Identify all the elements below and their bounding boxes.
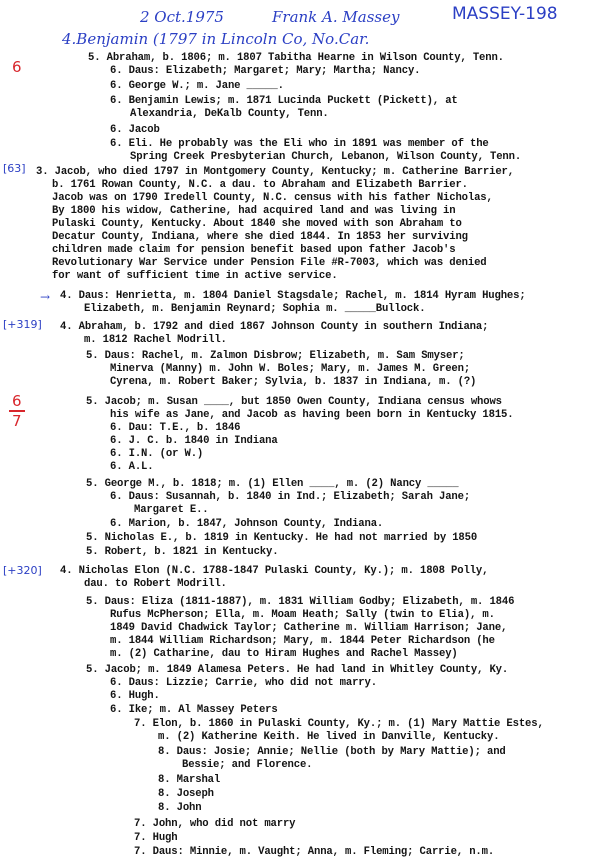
text-line: 6. Hugh. <box>110 690 160 702</box>
text-line: 6. Benjamin Lewis; m. 1871 Lucinda Puckett (Pickett), at <box>110 95 458 107</box>
text-line: 7. Daus: Minnie, m. Vaught; Anna, m. Fleming; Carrie, n.m. <box>134 846 495 858</box>
text-line: 6. Dau: T.E., b. 1846 <box>110 422 241 434</box>
margin-bracket-63: [63] <box>3 162 26 175</box>
text-line: 8. Joseph <box>158 788 214 800</box>
margin-bracket-320: [+320] <box>3 564 42 577</box>
text-line: Bessie; and Florence. <box>182 759 313 771</box>
text-line: 5. Nicholas E., b. 1819 in Kentucky. He had not married by 1850 <box>86 532 478 544</box>
text-line: 4. Abraham, b. 1792 and died 1867 Johnson County in southern Indiana; <box>60 321 489 333</box>
text-line: 6. Daus: Susannah, b. 1840 in Ind.; Elizabeth; Sarah Jane; <box>110 491 471 503</box>
header-subtitle: 4.Benjamin (1797 in Lincoln Co, No.Car. <box>62 30 370 48</box>
text-line: Cyrena, m. Robert Baker; Sylvia, b. 1837 in Indiana, m. (?) <box>110 376 477 388</box>
text-line: children made claim for pension benefit based upon father Jacob's <box>52 244 456 256</box>
text-line: m. (2) Catharine, dau to Hiram Hughes and Rachel Massey) <box>110 648 458 660</box>
text-line: By 1800 his widow, Catherine, had acquired land and was living in <box>52 205 456 217</box>
margin-bracket-319: [+319] <box>3 318 42 331</box>
text-line: 7. Hugh <box>134 832 178 844</box>
text-line: Decatur County, Indiana, where she died 1844. In 1853 her surviving <box>52 231 468 243</box>
text-line: Rufus McPherson; Ella, m. Moam Heath; Sally (twin to Elia), m. <box>110 609 495 621</box>
text-line: 6. Daus: Lizzie; Carrie, who did not marry. <box>110 677 377 689</box>
text-line: Alexandria, DeKalb County, Tenn. <box>130 108 329 120</box>
text-line: 6. A.L. <box>110 461 154 473</box>
text-line: 7. John, who did not marry <box>134 818 296 830</box>
margin-note-6a: 6 <box>12 58 22 76</box>
text-line: 6. J. C. b. 1840 in Indiana <box>110 435 278 447</box>
text-line: 5. George M., b. 1818; m. (1) Ellen ____, m. (2) Nancy _____ <box>86 478 459 490</box>
margin-arrow: → <box>40 290 51 304</box>
text-line: Jacob was on 1790 Iredell County, N.C. census with his father Nicholas, <box>52 192 493 204</box>
text-line: 6. Marion, b. 1847, Johnson County, Indiana. <box>110 518 384 530</box>
text-line: b. 1761 Rowan County, N.C. a dau. to Abraham and Elizabeth Barrier. <box>52 179 468 191</box>
text-line: 5. Abraham, b. 1806; m. 1807 Tabitha Hearne in Wilson County, Tenn. <box>88 52 504 64</box>
text-line: Spring Creek Presbyterian Church, Lebanon, Wilson County, Tenn. <box>130 151 522 163</box>
text-line: 8. John <box>158 802 202 814</box>
text-line: 5. Jacob; m. Susan ____, but 1850 Owen County, Indiana census whows <box>86 396 502 408</box>
text-line: 6. I.N. (or W.) <box>110 448 204 460</box>
text-line: Margaret E.. <box>134 504 209 516</box>
header-doc-code: MASSEY-198 <box>452 4 558 24</box>
text-line: Minerva (Manny) m. John W. Boles; Mary, m. James M. Green; <box>110 363 471 375</box>
text-line: 1849 David Chadwick Taylor; Catherine m. William Harrison; Jane, <box>110 622 508 634</box>
text-line: 6. Ike; m. Al Massey Peters <box>110 704 278 716</box>
header-date: 2 Oct.1975 <box>140 8 224 26</box>
text-line: 3. Jacob, who died 1797 in Montgomery County, Kentucky; m. Catherine Barrier, <box>36 166 514 178</box>
text-line: 5. Jacob; m. 1849 Alamesa Peters. He had land in Whitley County, Ky. <box>86 664 509 676</box>
margin-note-6b: 6 <box>12 392 22 410</box>
text-line: Revolutionary War Service under Pension File #R-7003, which was denied <box>52 257 487 269</box>
text-line: 5. Daus: Rachel, m. Zalmon Disbrow; Elizabeth, m. Sam Smyser; <box>86 350 465 362</box>
text-line: 6. Eli. He probably was the Eli who in 1891 was member of the <box>110 138 489 150</box>
text-line: for want of sufficient time in active service. <box>52 270 338 282</box>
text-line: Pulaski County, Kentucky. About 1840 she moved with son Abraham to <box>52 218 462 230</box>
text-line: 7. Elon, b. 1860 in Pulaski County, Ky.; m. (1) Mary Mattie Estes, <box>134 718 544 730</box>
text-line: m. (2) Katherine Keith. He lived in Danville, Kentucky. <box>158 731 500 743</box>
text-line: 5. Daus: Eliza (1811-1887), m. 1831 William Godby; Elizabeth, m. 1846 <box>86 596 515 608</box>
text-line: 8. Marshal <box>158 774 221 786</box>
text-line: 4. Daus: Henrietta, m. 1804 Daniel Stagsdale; Rachel, m. 1814 Hyram Hughes; <box>60 290 526 302</box>
text-line: 5. Robert, b. 1821 in Kentucky. <box>86 546 279 558</box>
text-line: 6. George W.; m. Jane _____. <box>110 80 284 92</box>
margin-note-7: 7 <box>12 412 22 430</box>
text-line: his wife as Jane, and Jacob as having been born in Kentucky 1815. <box>110 409 514 421</box>
text-line: m. 1812 Rachel Modrill. <box>84 334 227 346</box>
text-line: 4. Nicholas Elon (N.C. 1788-1847 Pulaski County, Ky.); m. 1808 Polly, <box>60 565 489 577</box>
text-line: m. 1844 William Richardson; Mary, m. 1844 Peter Richardson (he <box>110 635 495 647</box>
text-line: 6. Jacob <box>110 124 160 136</box>
text-line: 8. Daus: Josie; Annie; Nellie (both by Mary Mattie); and <box>158 746 506 758</box>
header-author: Frank A. Massey <box>272 8 400 26</box>
text-line: Elizabeth, m. Benjamin Reynard; Sophia m. _____Bullock. <box>84 303 426 315</box>
text-line: 6. Daus: Elizabeth; Margaret; Mary; Martha; Nancy. <box>110 65 421 77</box>
text-line: dau. to Robert Modrill. <box>84 578 227 590</box>
